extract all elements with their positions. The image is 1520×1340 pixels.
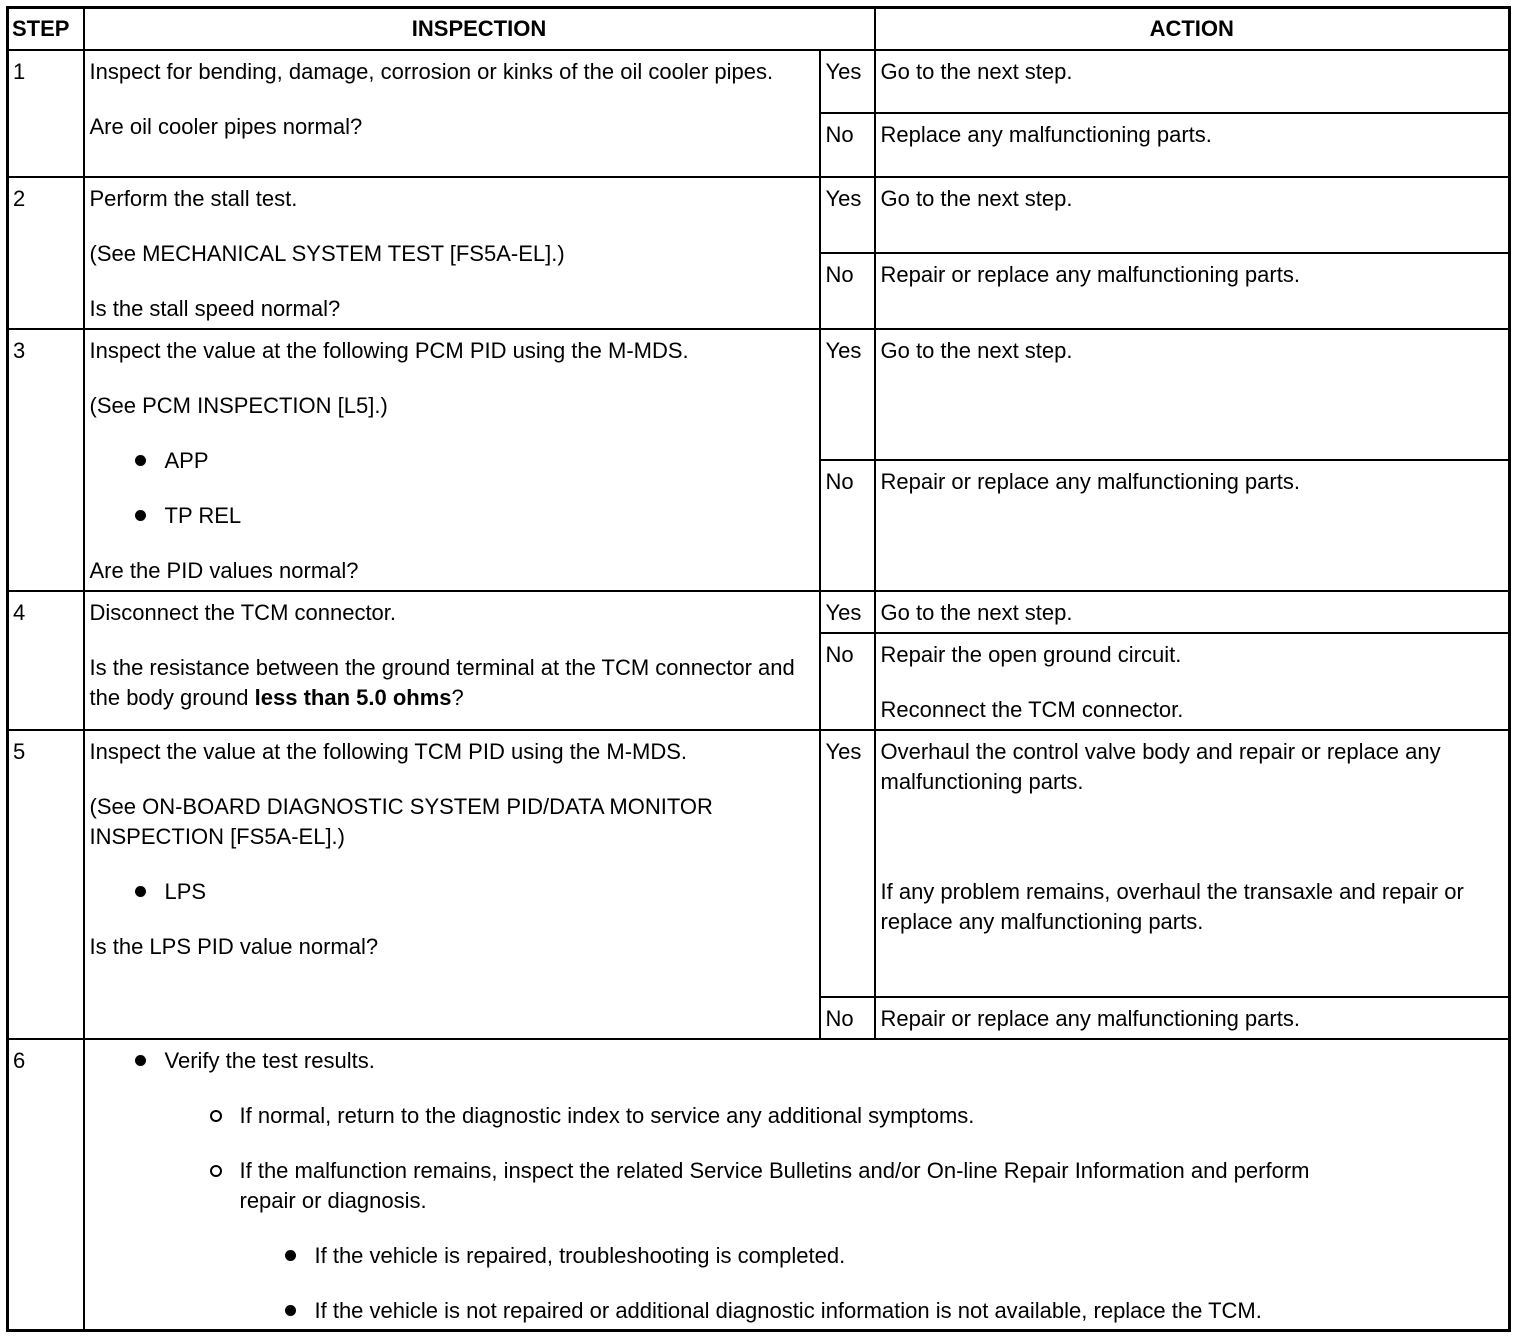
yes-label: Yes <box>820 730 875 997</box>
yes-label: Yes <box>820 329 875 460</box>
yes-label: Yes <box>820 177 875 253</box>
action-text: Overhaul the control valve body and repair or replace any malfunctioning parts. <box>880 739 1441 794</box>
no-label: No <box>820 633 875 730</box>
yes-action <box>875 50 1510 113</box>
no-label: No <box>820 113 875 177</box>
step-number: 4 <box>8 591 84 730</box>
bullet-item: Verify the test results. <box>90 1046 1503 1076</box>
no-action <box>875 460 1510 591</box>
no-action <box>875 997 1510 1039</box>
step-3-yes-row <box>8 329 1510 460</box>
bullet-item: TP REL <box>90 501 813 531</box>
step-6-row <box>8 1039 1510 1330</box>
question-emphasis: less than 5.0 ohms <box>254 685 452 710</box>
yes-action <box>875 177 1510 253</box>
bullet-item: LPS <box>90 877 813 907</box>
inspection-cell <box>84 177 820 329</box>
inspection-cell <box>84 730 820 1039</box>
yes-label: Yes <box>820 591 875 633</box>
inspection-question <box>90 653 813 713</box>
step-number: 5 <box>8 730 84 1039</box>
step-1-yes-row <box>8 50 1510 113</box>
inspection-reference: (See MECHANICAL SYSTEM TEST [FS5A-EL].) <box>89 241 565 266</box>
no-action <box>875 113 1510 177</box>
no-action <box>875 633 1510 730</box>
header-step: STEP <box>8 8 84 51</box>
inspection-question: Is the stall speed normal? <box>89 296 341 321</box>
question-end: ? <box>451 685 464 710</box>
step-number: 1 <box>8 50 84 177</box>
no-label: No <box>820 253 875 329</box>
action-text: Repair or replace any malfunctioning parts. <box>880 469 1300 494</box>
inspection-text: Inspect for bending, damage, corrosion or kinks of the oil cooler pipes. <box>89 59 774 84</box>
inspection-cell <box>84 50 820 177</box>
action-text: Go to the next step. <box>880 59 1073 84</box>
header-row <box>8 8 1510 51</box>
sub-sub-bullet-item: If the vehicle is repaired, troubleshooting is completed. <box>90 1241 1503 1271</box>
action-text: Repair or replace any malfunctioning parts. <box>880 1006 1300 1031</box>
no-label: No <box>820 997 875 1039</box>
action-text: Repair or replace any malfunctioning parts. <box>880 262 1300 287</box>
inspection-text: Disconnect the TCM connector. <box>89 600 397 625</box>
header-inspection: INSPECTION <box>84 8 875 51</box>
yes-action <box>875 730 1510 997</box>
inspection-question: Are oil cooler pipes normal? <box>89 114 363 139</box>
inspection-reference: (See PCM INSPECTION [L5].) <box>89 393 388 418</box>
troubleshooting-table <box>6 6 1511 1332</box>
action-text: If any problem remains, overhaul the transaxle and repair or replace any malfunctioning parts. <box>880 879 1464 934</box>
question-text: Is the resistance between the ground terminal at the TCM connector and the body ground <box>89 655 795 710</box>
inspection-reference: (See ON-BOARD DIAGNOSTIC SYSTEM PID/DATA MONITOR INSPECTION [FS5A-EL].) <box>89 794 713 849</box>
action-text: Repair the open ground circuit. <box>880 642 1182 667</box>
inspection-text: Perform the stall test. <box>89 186 298 211</box>
header-action: ACTION <box>875 8 1510 51</box>
step-number: 3 <box>8 329 84 591</box>
inspection-cell <box>84 329 820 591</box>
no-action <box>875 253 1510 329</box>
action-text: Reconnect the TCM connector. <box>880 697 1184 722</box>
bullet-item: APP <box>90 446 813 476</box>
yes-action <box>875 591 1510 633</box>
step-4-yes-row <box>8 591 1510 633</box>
inspection-text: Inspect the value at the following PCM PID using the M-MDS. <box>89 338 689 363</box>
inspection-text: Inspect the value at the following TCM PID using the M-MDS. <box>89 739 688 764</box>
action-text: Go to the next step. <box>880 186 1073 211</box>
step-number: 2 <box>8 177 84 329</box>
verification-cell <box>84 1039 1510 1330</box>
step-5-yes-row <box>8 730 1510 997</box>
yes-action <box>875 329 1510 460</box>
action-text: Replace any malfunctioning parts. <box>880 122 1212 147</box>
inspection-question: Is the LPS PID value normal? <box>89 934 379 959</box>
sub-bullet-item: If the malfunction remains, inspect the related Service Bulletins and/or On-line Repair Information and perform repair or diagnosis. <box>90 1156 1503 1216</box>
sub-sub-bullet-item: If the vehicle is not repaired or additional diagnostic information is not available, replace the TCM. <box>90 1296 1503 1326</box>
action-text: Go to the next step. <box>880 600 1073 625</box>
sub-bullet-item: If normal, return to the diagnostic index to service any additional symptoms. <box>90 1101 1503 1131</box>
inspection-question: Are the PID values normal? <box>89 558 359 583</box>
inspection-cell <box>84 591 820 730</box>
step-2-yes-row <box>8 177 1510 253</box>
yes-label: Yes <box>820 50 875 113</box>
action-text: Go to the next step. <box>880 338 1073 363</box>
step-number: 6 <box>8 1039 84 1330</box>
no-label: No <box>820 460 875 591</box>
